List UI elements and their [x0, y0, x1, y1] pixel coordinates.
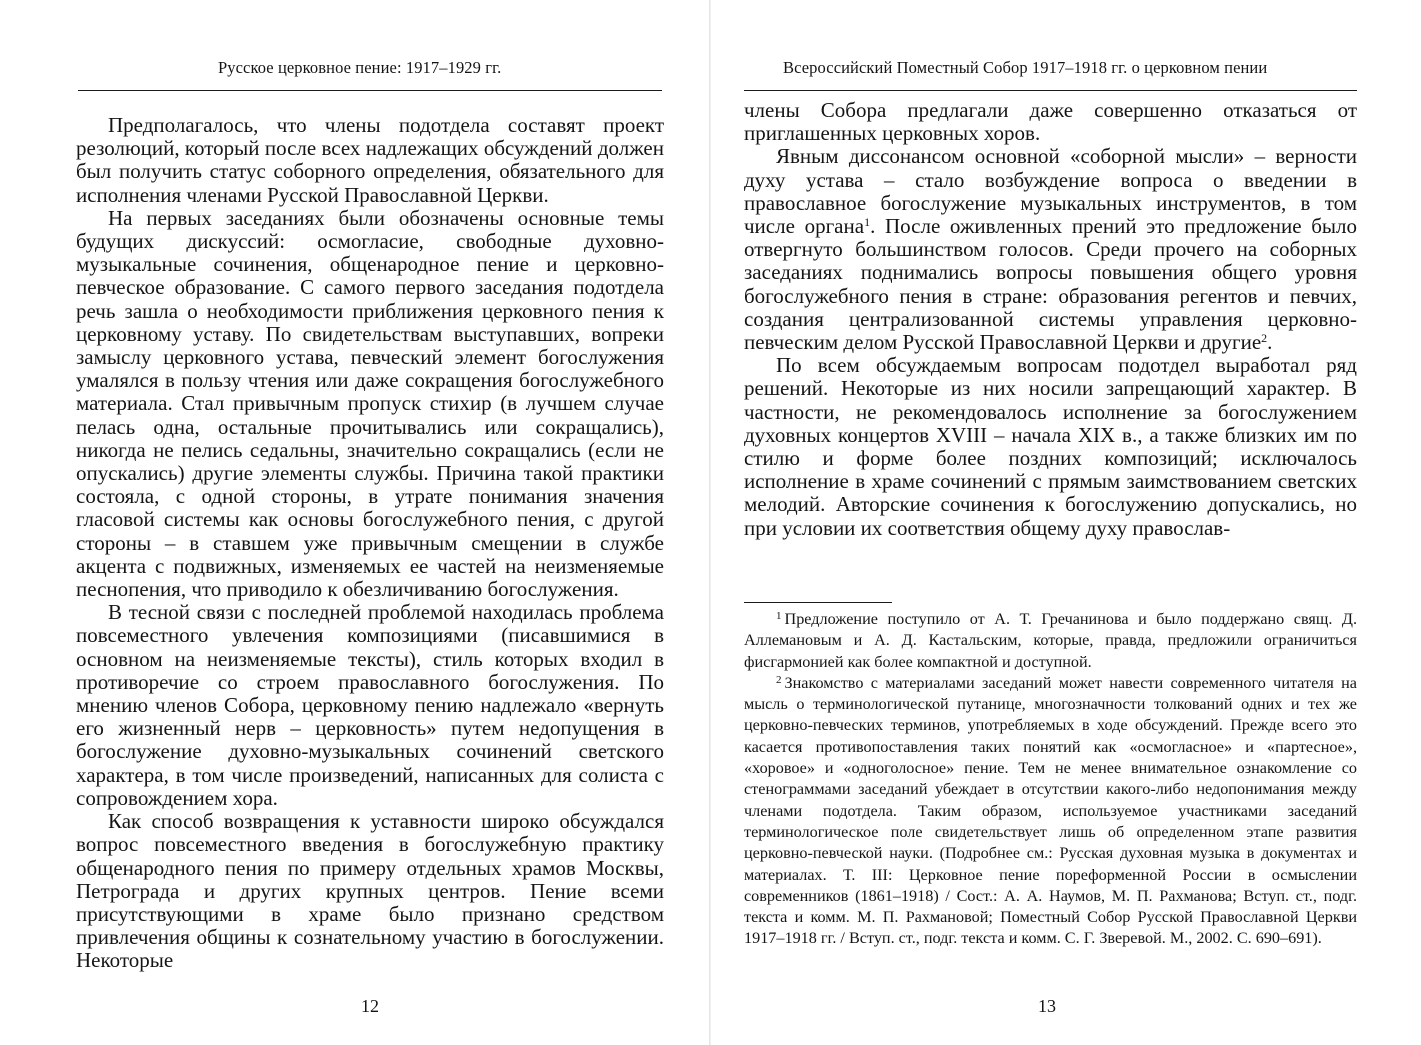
page-number: 12 — [361, 996, 379, 1016]
paragraph: Как способ возвращения к уставности широко обсуждался вопрос повсеместного введения в богослужебную практику общенародного пения по примеру отдельных храмов Москвы, Петрограда и других крупных центров. Пение всеми присутствующими в храме было признано средством привлечения общины к сознательному участию в богослужении. Некоторые — [76, 809, 664, 973]
footnote-mark: 1 — [776, 610, 782, 622]
running-head: Русское церковное пение: 1917–1929 гг. — [218, 58, 502, 77]
right-page — [710, 0, 1420, 1045]
paragraph — [744, 145, 1357, 354]
left-page — [0, 0, 710, 1045]
footnote — [744, 609, 1357, 673]
footnote — [744, 673, 1357, 950]
body-text — [744, 99, 1357, 540]
footnote-text: Предложение поступило от А. Т. Гречанинова и было поддержано свящ. Д. Аллемановым и А. Д. Кастальским, которые, правда, предложили ограничиться фисгармонией как более компактной и доступной. — [744, 610, 1357, 671]
footnotes — [744, 609, 1357, 950]
page-number: 13 — [1038, 996, 1056, 1016]
paragraph-text: Явным диссонансом основной «соборной мысли» – верности духу устава – стало возбуждение вопроса о введении в православное богослужение музыкальных инструментов, в том числе органа — [744, 144, 1357, 239]
paragraph: По всем обсуждаемым вопросам подотдел выработал ряд решений. Некоторые из них носили запрещающий характер. В частности, не рекомендовалось исполнение за богослужением духовных концертов XVIII – начала XIX в., а также близких им по стилю и форме более поздних композиций; исключалось исполнение в храме сочинений с прямым заимствованием светских мелодий. Авторские сочинения к богослужению допускались, но при условии их соответствия общему духу православ- — [744, 353, 1357, 540]
footnote-ref[interactable]: 1 — [864, 215, 871, 230]
header-rule — [744, 90, 1357, 91]
paragraph-continuation: члены Собора предлагали даже совершенно отказаться от приглашенных церковных хоров. — [744, 98, 1357, 146]
paragraph-text: . После оживленных прений это предложение было отвергнуто большинством голосов. Среди прочего на соборных заседаниях поднимались вопросы повышения общего уровня богослужебного пения в стране: образования регентов и певчих, создания централизованной системы управления церковно-певческим делом Русской Православной Церкви и другие — [744, 214, 1357, 355]
footnote-text: Знакомство с материалами заседаний может навести современного читателя на мысль о терминологической путанице, многозначности толкований одних и тех же церковно-певческих терминов, употребляемых в ходе обсуждений. Прежде всего это касается противопоставления таких понятий как «осмогласное» и «партесное», «хоровое» и «одноголосное» пение. Тем не менее внимательное ознакомление со стенограммами заседаний убеждает в отсутствии какого-либо недопонимания между членами подотдела. Таким образом, используемое участниками заседаний терминологическое поле свидетельствует лишь об определенном этапе развития церковно-певческой науки. (Подробнее см.: Русская духовная музыка в документах и материалах. Т. III: Церковное пение пореформенной России в осмыслении современников (1861–1918) / Сост.: А. А. Наумов, М. П. Рахманова; Вступ. ст., подг. текста и комм. М. П. Рахмановой; Поместный Собор Русской Православной Церкви 1917–1918 гг. / Вступ. ст., подг. текста и комм. С. Г. Зверевой. М., 2002. С. 690–691). — [744, 673, 1357, 948]
paragraph: Предполагалось, что члены подотдела составят проект резолюций, который после всех надлежащих обсуждений должен был получить статус соборного определения, обязательного для исполнения членами Русской Православной Церкви. — [76, 113, 664, 207]
footnote-rule — [744, 602, 892, 603]
paragraph: На первых заседаниях были обозначены основные темы будущих дискуссий: осмогласие, свободные духовно-музыкальные сочинения, общенародное пение и церковно-певческое образование. С самого первого заседания подотдела речь зашла о необходимости приближения церковного пения к церковному уставу. По свидетельствам выступавших, вопреки замыслу церковного устава, певческий элемент богослужения умалялся в пользу чтения или даже сокращения богослужебного материала. Стал привычным пропуск стихир (в лучшем случае пелась одна, остальные прочитывались или сокращались), никогда не пелись седальны, значительно сокращались (если не опускались) другие элементы службы. Причина такой практики состояла, с одной стороны, в утрате понимания значения гласовой системы как основы богослужебного пения, с другой стороны – в ставшем уже привычным смещении в службе акцента с подвижных, изменяемых ее частей на неизменяемые песнопения, что приводило к обезличиванию богослужения. — [76, 205, 664, 602]
paragraph-text: . — [1267, 330, 1273, 355]
paragraph: В тесной связи с последней проблемой находилась проблема повсеместного увлечения композициями (писавшимися в основном на неизменяемые тексты), стиль которых входил в противоречие со строем православного богослужения. По мнению членов Собора, церковному пению надлежало «вернуть его жизненный нерв – церковность» путем недопущения в богослужение духовно-музыкальных сочинений светского характера, в том числе произведений, написанных для солиста с сопровождением хора. — [76, 600, 664, 810]
header-rule — [78, 90, 662, 91]
body-text — [76, 114, 664, 973]
running-head: Всероссийский Поместный Собор 1917–1918 гг. о церковном пении — [783, 58, 1268, 77]
footnote-mark: 2 — [776, 673, 782, 686]
footnote-ref[interactable]: 2 — [1261, 331, 1268, 346]
